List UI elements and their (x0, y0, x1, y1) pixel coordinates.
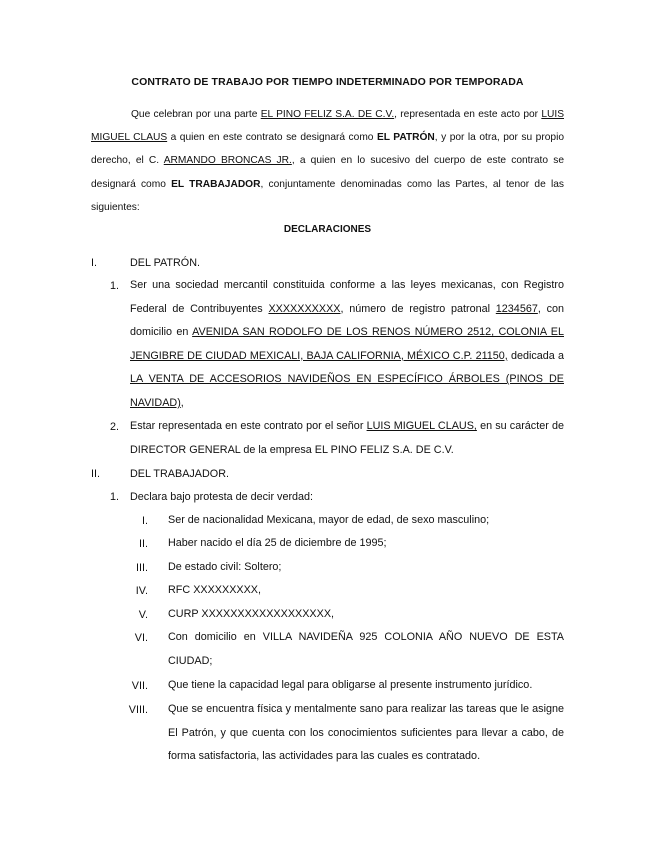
subitem-number: V. (138, 609, 148, 621)
section-2-heading: DEL TRABAJADOR. (130, 468, 229, 480)
subitem-number: II. (139, 538, 148, 550)
intro-paragraph (91, 103, 564, 219)
item-2-text-a: Estar representada en este contrato por el señor (130, 420, 367, 432)
section-2-numeral: II. (91, 468, 100, 480)
subitem-text: RFC XXXXXXXXX, (168, 584, 262, 596)
section-1-item-1-number: 1. (110, 280, 120, 292)
subitem-text: De estado civil: Soltero; (168, 561, 282, 573)
patron-term: EL PATRÓN (376, 132, 435, 144)
section-2-item-1-text: Declara bajo protesta de decir verdad: (130, 491, 314, 503)
subitem-text: Con domicilio en VILLA NAVIDEÑA 925 COLONIA AÑO NUEVO DE ESTA CIUDAD; (168, 631, 564, 667)
company-address: AVENIDA SAN RODOLFO DE LOS RENOS NÚMERO 2512, COLONIA EL JENGIBRE DE CIUDAD MEXICALI, BAJA CALIFORNIA, MÉXICO C.P. 21150, (130, 326, 564, 362)
subitem-text: Haber nacido el día 25 de diciembre de 1995; (168, 537, 387, 549)
section-1-item-1-text (130, 274, 564, 416)
section-1-item-2-number: 2. (110, 421, 120, 433)
subitem-text: Ser de nacionalidad Mexicana, mayor de edad, de sexo masculino; (168, 514, 490, 526)
item-1-text-c: , con domicilio en (130, 302, 564, 339)
section-2-item-1-number: 1. (110, 491, 120, 503)
subitem-number: VII. (131, 680, 148, 692)
trabajador-term: EL TRABAJADOR (171, 178, 261, 190)
declaraciones-heading: DECLARACIONES (283, 224, 372, 235)
subitem-text: Que tiene la capacidad legal para obligarse al presente instrumento jurídico. (168, 679, 533, 691)
intro-text-3: a quien en este contrato se designará como (167, 132, 377, 144)
subitem-number: VI. (134, 632, 148, 644)
subitem-text: CURP XXXXXXXXXXXXXXXXXX, (168, 608, 335, 620)
intro-text-5: , a quien en lo sucesivo del cuerpo de este contrato se designará como (91, 155, 564, 190)
employer-registration: 1234567 (495, 302, 538, 315)
item-2-text-b: en su carácter de DIRECTOR GENERAL de la empresa EL PINO FELIZ S.A. DE C.V. (130, 420, 564, 456)
subitem-text: Que se encuentra física y mentalmente sano para realizar las tareas que le asigne El Patrón, y que cuenta con los conocimientos suficientes para llevar a cabo, de forma satisfactoria, las actividades para las cuales es contratado. (168, 703, 564, 763)
section-1-heading: DEL PATRÓN. (130, 257, 200, 269)
company-business: LA VENTA DE ACCESORIOS NAVIDEÑOS EN ESPECÍFICO ÁRBOLES (PINOS DE NAVIDAD) (130, 373, 564, 409)
subitem-number: VIII. (128, 704, 148, 716)
intro-text-2: , representada en este acto por (394, 109, 542, 120)
intro-text-1: Que celebran por una parte (131, 109, 261, 120)
subitem-number: IV. (135, 585, 148, 597)
subitem-number: I. (142, 515, 148, 527)
representative-name: LUIS MIGUEL CLAUS (91, 109, 564, 144)
company-rfc: XXXXXXXXXX, (268, 302, 344, 315)
subitem-number: III. (136, 562, 148, 574)
intro-text-6: , conjuntamente denominadas como las Partes, al tenor de las siguientes: (91, 178, 564, 213)
item-1-text-b: número de registro patronal (343, 302, 496, 315)
item-1-text-e: , (180, 396, 184, 409)
contract-title: CONTRATO DE TRABAJO POR TIEMPO INDETERMINADO POR TEMPORADA (131, 76, 524, 88)
section-1-numeral: I. (91, 257, 97, 269)
item-1-text-a: Ser una sociedad mercantil constituida conforme a las leyes mexicanas, con Registro Federal de Contribuyentes (130, 279, 564, 315)
item-1-text-d: dedicada a (507, 349, 564, 362)
section-1-item-2-text (130, 415, 564, 462)
item-2-representative: LUIS MIGUEL CLAUS, (366, 420, 477, 432)
worker-name: ARMANDO BRONCAS JR. (163, 155, 292, 167)
company-name: EL PINO FELIZ S.A. DE C.V. (260, 109, 395, 120)
intro-text-4: , y por la otra, por su propio derecho, el C. (91, 132, 564, 167)
